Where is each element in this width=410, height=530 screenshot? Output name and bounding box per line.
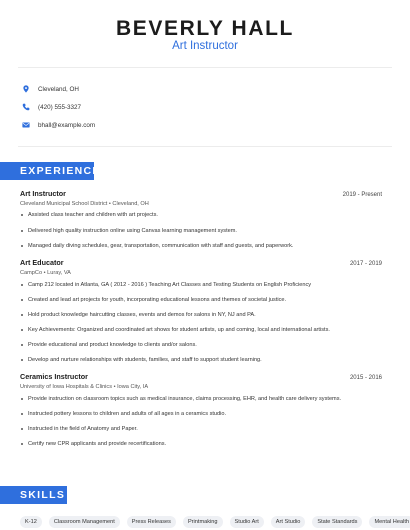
job-bullet: Provide instruction on classroom topics such as medical insurance, claims processing, EHR, and health care delivery systems. [20, 396, 382, 402]
job-bullet: Develop and nurture relationships with students, families, and staff to support student learning. [20, 357, 382, 363]
contact-email-text: bhall@example.com [38, 121, 96, 129]
job-bullet: Instructed pottery lessons to children and adults of all ages in a ceramics studio. [20, 411, 382, 417]
skill-tag: Printmaking [183, 516, 223, 528]
contact-phone [22, 103, 81, 111]
contact-email[interactable] [22, 121, 95, 129]
contact-divider [18, 146, 392, 147]
job-organization: University of Iowa Hospitals & Clinics • Iowa City, IA [20, 384, 149, 390]
job-bullet: Created and lead art projects for youth, incorporating educational lessons and themes of societal justice. [20, 297, 382, 303]
resume-title: Art Instructor [172, 40, 238, 52]
job-title: Art Instructor [20, 189, 66, 198]
job-dates: 2017 - 2019 [349, 261, 382, 267]
job-organization: CampCo • Luray, VA [20, 270, 71, 276]
job-bullet: Delivered high quality instruction online using Canvas learning management system. [20, 228, 382, 234]
map-pin-icon [22, 85, 30, 93]
job-entry [20, 258, 382, 363]
skill-tag: Classroom Management [49, 516, 120, 528]
envelope-icon [22, 121, 30, 129]
job-bullet: Hold product knowledge haircutting classes, events and demos for salons in NY, NJ and PA. [20, 312, 382, 318]
job-title: Art Educator [20, 258, 64, 267]
skills-list [20, 516, 410, 528]
job-bullet: Camp 212 located in Atlanta, GA ( 2012 - 2016 ) Teaching Art Classes and Testing Students on English Proficiency [20, 282, 382, 288]
job-bullet: Key Achievements: Organized and coordinated art shows for student artists, up and coming, local and international artists. [20, 327, 382, 333]
job-dates: 2015 - 2016 [349, 375, 382, 381]
skills-heading: SKILLS [20, 489, 66, 501]
job-bullet: Certify new CPR applicants and provide recertifications. [20, 441, 382, 447]
contact-location-text: Cleveland, OH [38, 85, 79, 93]
phone-icon [22, 103, 30, 111]
skill-tag: State Standards [312, 516, 362, 528]
job-bullet: Assisted class teacher and children with art projects. [20, 212, 382, 218]
contact-phone-text: (420) 555-3327 [38, 103, 82, 111]
job-bullet: Instructed in the field of Anatomy and Paper. [20, 426, 382, 432]
job-entry [20, 372, 382, 447]
skill-tag: K-12 [20, 516, 42, 528]
job-dates: 2019 - Present [342, 192, 382, 198]
skill-tag: Art Studio [271, 516, 306, 528]
skill-tag: Mental Health [369, 516, 410, 528]
skill-tag: Press Releases [127, 516, 176, 528]
job-entry [20, 189, 382, 249]
experience-banner [0, 162, 101, 180]
skills-banner [0, 486, 67, 504]
job-organization: Cleveland Municipal School District • Cleveland, OH [20, 201, 149, 207]
header-divider [18, 67, 392, 68]
contact-location [22, 85, 79, 93]
experience-heading: EXPERIENCE [20, 165, 101, 177]
job-title: Ceramics Instructor [20, 372, 88, 381]
job-bullet: Managed daily diving schedules, gear, transportation, communication with staff and guests, and paperwork. [20, 243, 382, 249]
skill-tag: Studio Art [230, 516, 264, 528]
resume-name: BEVERLY HALL [116, 17, 294, 40]
job-bullet: Provide educational and product knowledge to clients and/or salons. [20, 342, 382, 348]
